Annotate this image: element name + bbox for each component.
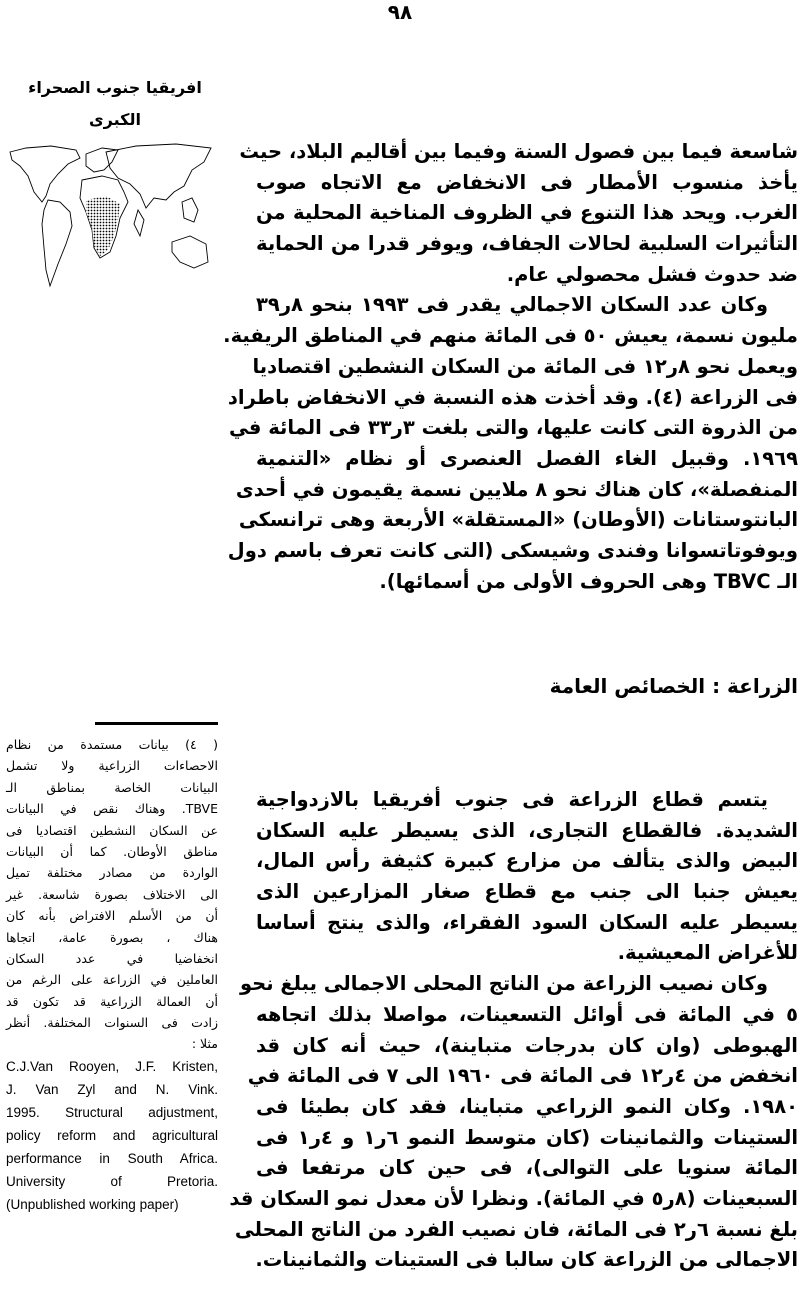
text-line: من الذروة التى كانت عليها، والتى بلغت ٣ر٣٣ فى المائة في — [228, 416, 798, 440]
text-line: ويعمل نحو ٨ر١٢ فى المائة من السكان النشطين اقتصاديا — [252, 354, 798, 378]
footnote-reference-line: University of Pretoria. — [6, 1173, 218, 1189]
text-line: السبعينات (٨ر٥ في المائة). ونظرا لأن معدل نمو السكان قد — [229, 1186, 798, 1210]
footnote-line: ( ٤) بيانات مستمدة من نظام — [6, 737, 218, 752]
text-line: المنفصلة»، كان هناك نحو ٨ ملايين نسمة يقيمون في أحدى — [235, 477, 798, 501]
page-number: ٩٨ — [387, 0, 413, 24]
footnote-line: زادت فى السنوات المختلفة. أنظر — [6, 1015, 218, 1031]
footnote-reference-line: policy reform and agricultural — [6, 1127, 218, 1143]
text-line: المائة سنويا على التوالى)، فى حين كان مرتفعا فى — [256, 1156, 798, 1180]
footnote-line: الواردة من مصادر مختلفة تميل — [6, 865, 218, 881]
text-line: للأغراض المعيشية. — [617, 941, 798, 965]
footnote-reference-line: C.J.Van Rooyen, J.F. Kristen, — [6, 1058, 218, 1074]
text-line: ويوفوتاتسوانا وفندى وشيسكى (التى كانت تعرف باسم دول — [227, 538, 798, 562]
text-line: وكان نصيب الزراعة من الناتج المحلى الاجمالى يبلغ نحو — [239, 972, 768, 996]
footnote — [6, 734, 218, 1216]
text-line: الهبوطى (وان كان بدرجات متباينة)، حيث أنه كان قد — [256, 1033, 798, 1057]
text-line: شاسعة فيما بين فصول السنة وفيما بين أقاليم البلاد، حيث — [239, 140, 798, 163]
footnote-line: مناطق الأوطان. كما أن البيانات — [6, 843, 218, 859]
text-line: يعيش جنبا الى جنب مع قطاع صغار المزارعين الذى — [256, 880, 798, 904]
text-line: بلغ نسبة ٦ر٢ فى المائة، فان نصيب الفرد من الناتج المحلى — [234, 1217, 798, 1241]
footnote-line: مثلا : — [191, 1036, 218, 1052]
footnote-line: الاحصاءات الزراعية ولا تشمل — [6, 758, 218, 774]
text-line: الغرب. ويحد هذا التنوع في الظروف المناخية المحلية من — [256, 201, 798, 225]
text-line: ضد حدوث فشل محصولي عام. — [506, 262, 798, 286]
text-line: وكان عدد السكان الاجمالي يقدر فى ١٩٩٣ بنحو ٨ر٣٩ — [256, 293, 769, 317]
main-text-block-2 — [229, 785, 798, 1276]
footnote-line: عن السكان النشطين اقتصاديا فى — [6, 822, 218, 838]
text-line: الـ TBVC وهى الحروف الأولى من أسمائها). — [379, 569, 798, 593]
footnote-line: أن العمالة الزراعية قد تكون قد — [6, 993, 218, 1009]
sidebar-title-line1: افريقيا جنوب الصحراء — [28, 78, 202, 97]
footnote-line: انخفاضيا في عدد السكان — [6, 950, 218, 966]
text-line: يتسم قطاع الزراعة فى جنوب أفريقيا بالازدواجية — [256, 788, 768, 811]
text-line: ٥ في المائة فى أوائل التسعينات، مواصلا بذلك اتجاهه — [256, 1002, 798, 1026]
text-line: الستينات والثمانينات (كان متوسط النمو ٦ر١ و ٤ر١ فى — [256, 1125, 798, 1149]
footnote-line: البيانات الخاصة بمناطق الـ — [6, 779, 218, 795]
footnote-line: TBVE. وهناك نقص في البيانات — [6, 801, 218, 817]
text-line: انخفض من ٤ر١٢ فى المائة فى ١٩٦٠ الى ٧ فى المائة في — [247, 1064, 798, 1088]
world-map-icon — [6, 140, 218, 290]
text-line: ١٩٨٠. وكان النمو الزراعي متباينا، فقد كان بطيئا فى — [256, 1094, 798, 1118]
footnote-line: أن من الأسلم الافتراض بأنه كان — [6, 908, 218, 924]
text-line: يسيطر عليه السكان السود الفقراء، والذى ينتج أساسا — [256, 910, 798, 934]
footnote-line: الى الاختلاف بصورة شاسعة. غير — [6, 886, 218, 902]
text-line: الشديدة. فالقطاع التجارى، الذى يسيطر عليه السكان — [256, 818, 798, 842]
sidebar-title — [10, 72, 220, 136]
footnote-reference-line: J. Van Zyl and N. Vink. — [6, 1081, 218, 1097]
footnote-reference-line: (Unpublished working paper) — [6, 1196, 179, 1212]
footnote-line: هناك ، بصورة عامة، اتجاها — [6, 929, 218, 945]
text-line: ١٩٦٩. وقبيل الغاء الفصل العنصرى أو نظام «التنمية — [256, 446, 798, 470]
text-line: الاجمالى من الزراعة كان سالبا فى الستينات والثمانينات. — [255, 1248, 798, 1272]
text-line: فى الزراعة (٤). وقد أخذت هذه النسبة في الانخفاض باطراد — [227, 385, 798, 409]
footnote-divider — [95, 722, 218, 725]
text-line: يأخذ منسوب الأمطار فى الانخفاض مع الاتجاه صوب — [256, 170, 798, 194]
text-line: التأثيرات السلبية لحالات الجفاف، ويوفر قدرا من الحماية — [256, 232, 798, 256]
text-line: مليون نسمة، يعيش ٥٠ فى المائة منهم في المناطق الريفية. — [223, 324, 798, 348]
footnote-reference-line: 1995. Structural adjustment, — [6, 1104, 218, 1120]
footnote-line: العاملين في الزراعة على الرغم من — [6, 972, 218, 988]
main-text-block-1 — [223, 137, 798, 597]
section-heading: الزراعة : الخصائص العامة — [549, 674, 798, 698]
sidebar-title-line2: الكبرى — [89, 110, 141, 129]
text-line: البانتوستانات (الأوطان) «المستقلة» الأربعة وهى ترانسكى — [238, 508, 798, 532]
footnote-reference-line: performance in South Africa. — [6, 1150, 218, 1166]
text-line: البيض والذى يتألف من مزارع كبيرة كثيفة رأس المال، — [256, 849, 798, 873]
